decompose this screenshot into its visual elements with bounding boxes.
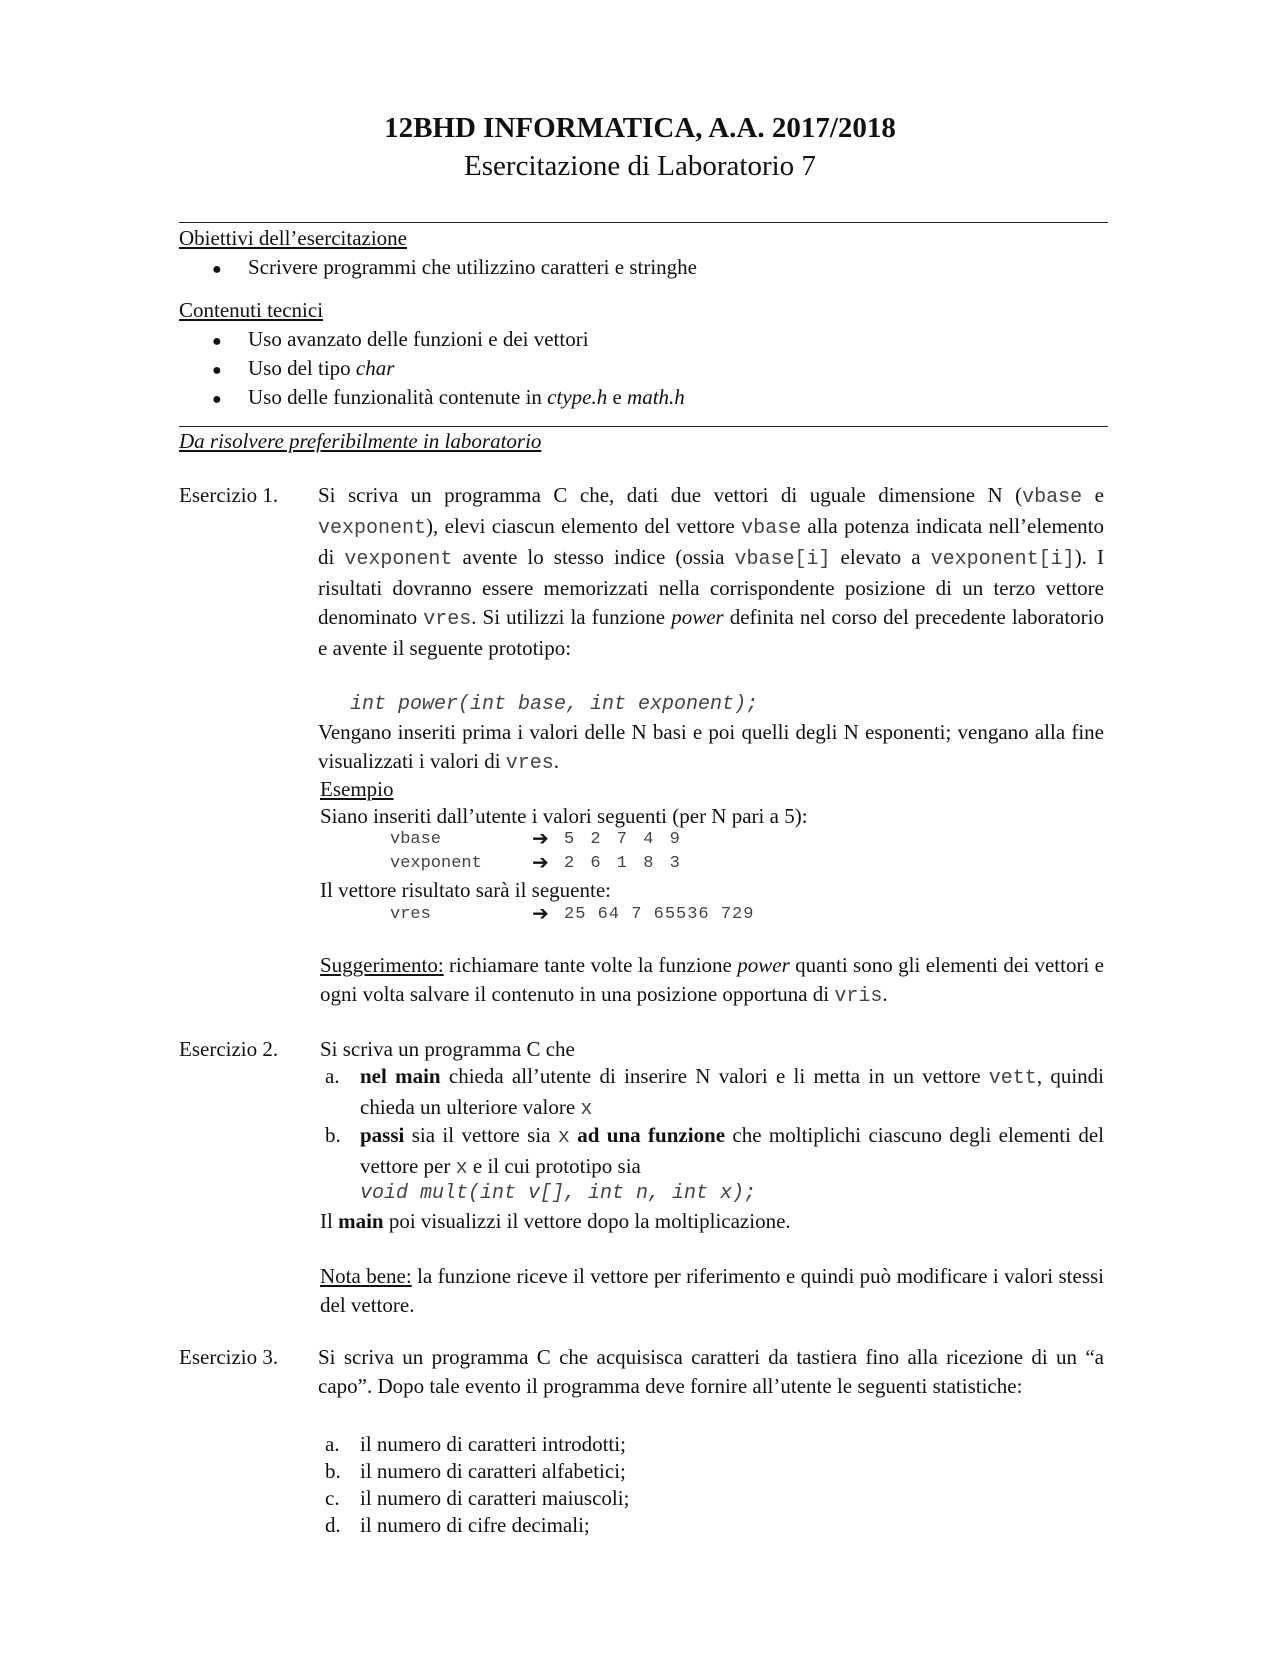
arrow-right-icon: ➔ <box>532 852 549 874</box>
exercise-2-note: Nota bene: la funzione riceve il vettore per riferimento e quindi può modificare i valori stessi del vettore. <box>320 1264 1104 1317</box>
contents-item-1: Uso avanzato delle funzioni e dei vettori <box>248 327 589 351</box>
bullet-icon: ● <box>212 391 222 408</box>
objectives-heading: Obiettivi dell’esercitazione <box>179 226 407 250</box>
exercise-3-item: il numero di caratteri maiuscoli; <box>360 1486 630 1510</box>
example-row-values: 25 64 7 65536 729 <box>564 905 755 924</box>
bullet-icon: ● <box>212 261 222 278</box>
course-title: 12BHD INFORMATICA, A.A. 2017/2018 <box>384 112 896 144</box>
exercise-1-input-order: Vengano inseriti prima i valori delle N basi e poi quelli degli N esponenti; vengano alla fine visualizzati i valori di vres. <box>318 720 1104 775</box>
top-divider <box>179 222 1108 223</box>
exercise-3-item: il numero di cifre decimali; <box>360 1513 590 1537</box>
exercise-2-main: Il main poi visualizzi il vettore dopo la moltiplicazione. <box>320 1209 791 1233</box>
result-intro: Il vettore risultato sarà il seguente: <box>320 878 611 902</box>
contents-heading: Contenuti tecnici <box>179 298 324 322</box>
bullet-icon: ● <box>212 333 222 350</box>
lab-title: Esercitazione di Laboratorio 7 <box>464 150 816 182</box>
list-marker: d. <box>325 1513 341 1537</box>
example-row-values: 2 6 1 8 3 <box>564 854 683 873</box>
contents-item-2: Uso del tipo char <box>248 356 395 380</box>
example-intro: Siano inseriti dall’utente i valori seguenti (per N pari a 5): <box>320 804 808 828</box>
list-marker: a. <box>325 1064 340 1088</box>
list-marker: a. <box>325 1432 340 1456</box>
exercise-2-item-a: nel main chieda all’utente di inserire N valori e li metta in un vettore vett, quindi chieda un ulteriore valore x <box>360 1064 1104 1121</box>
exercise-2-intro: Si scriva un programma C che <box>320 1037 575 1061</box>
exercise-3-item: il numero di caratteri introdotti; <box>360 1432 626 1456</box>
exercise-1-text: Si scriva un programma C che, dati due vettori di uguale dimensione N (vbase e vexponent), elevi ciascun elemento del vettore vbase alla potenza indicata nell’elemento di vexponent avente lo stesso indice (ossia vbase[i] elevato a vexponent[i]). I risultati dovranno essere memorizzati nella corrispondente posizione di un terzo vettore denominato vres. Si utilizzi la funzione power definita nel corso del precedente laboratorio e avente il seguente prototipo: <box>318 483 1105 660</box>
list-marker: c. <box>325 1486 340 1510</box>
arrow-right-icon: ➔ <box>532 903 549 925</box>
example-row-name: vres <box>390 905 431 924</box>
list-marker: b. <box>325 1123 341 1147</box>
bullet-icon: ● <box>212 362 222 379</box>
contents-item-3: Uso delle funzionalità contenute in ctype.h e math.h <box>248 385 685 409</box>
exercise-1-hint: Suggerimento: richiamare tante volte la funzione power quanti sono gli elementi dei vettori e ogni volta salvare il contenuto in una posizione opportuna di vris. <box>320 953 1104 1008</box>
mult-prototype: void mult(int v[], int n, int x); <box>360 1182 757 1205</box>
example-row-name: vbase <box>390 830 442 849</box>
objective-item: Scrivere programmi che utilizzino caratteri e stringhe <box>248 255 697 279</box>
section-label: Da risolvere preferibilmente in laboratorio <box>179 429 542 453</box>
exercise-1-label: Esercizio 1. <box>179 483 279 507</box>
exercise-3-label: Esercizio 3. <box>179 1345 279 1369</box>
exercise-2-label: Esercizio 2. <box>179 1037 279 1061</box>
example-heading: Esempio <box>320 777 394 801</box>
arrow-right-icon: ➔ <box>532 828 549 850</box>
example-row-values: 5 2 7 4 9 <box>564 830 683 849</box>
exercise-2-item-b: passi sia il vettore sia x ad una funzione che moltiplichi ciascuno degli elementi del vettore per x e il cui prototipo sia <box>360 1123 1105 1180</box>
power-prototype: int power(int base, int exponent); <box>350 693 759 716</box>
exercise-3-intro: Si scriva un programma C che acquisisca caratteri da tastiera fino alla ricezione di un “a capo”. Dopo tale evento il programma deve fornire all’utente le seguenti statistiche: <box>318 1345 1104 1398</box>
exercise-3-item: il numero di caratteri alfabetici; <box>360 1459 626 1483</box>
example-row-name: vexponent <box>390 854 482 873</box>
list-marker: b. <box>325 1459 341 1483</box>
